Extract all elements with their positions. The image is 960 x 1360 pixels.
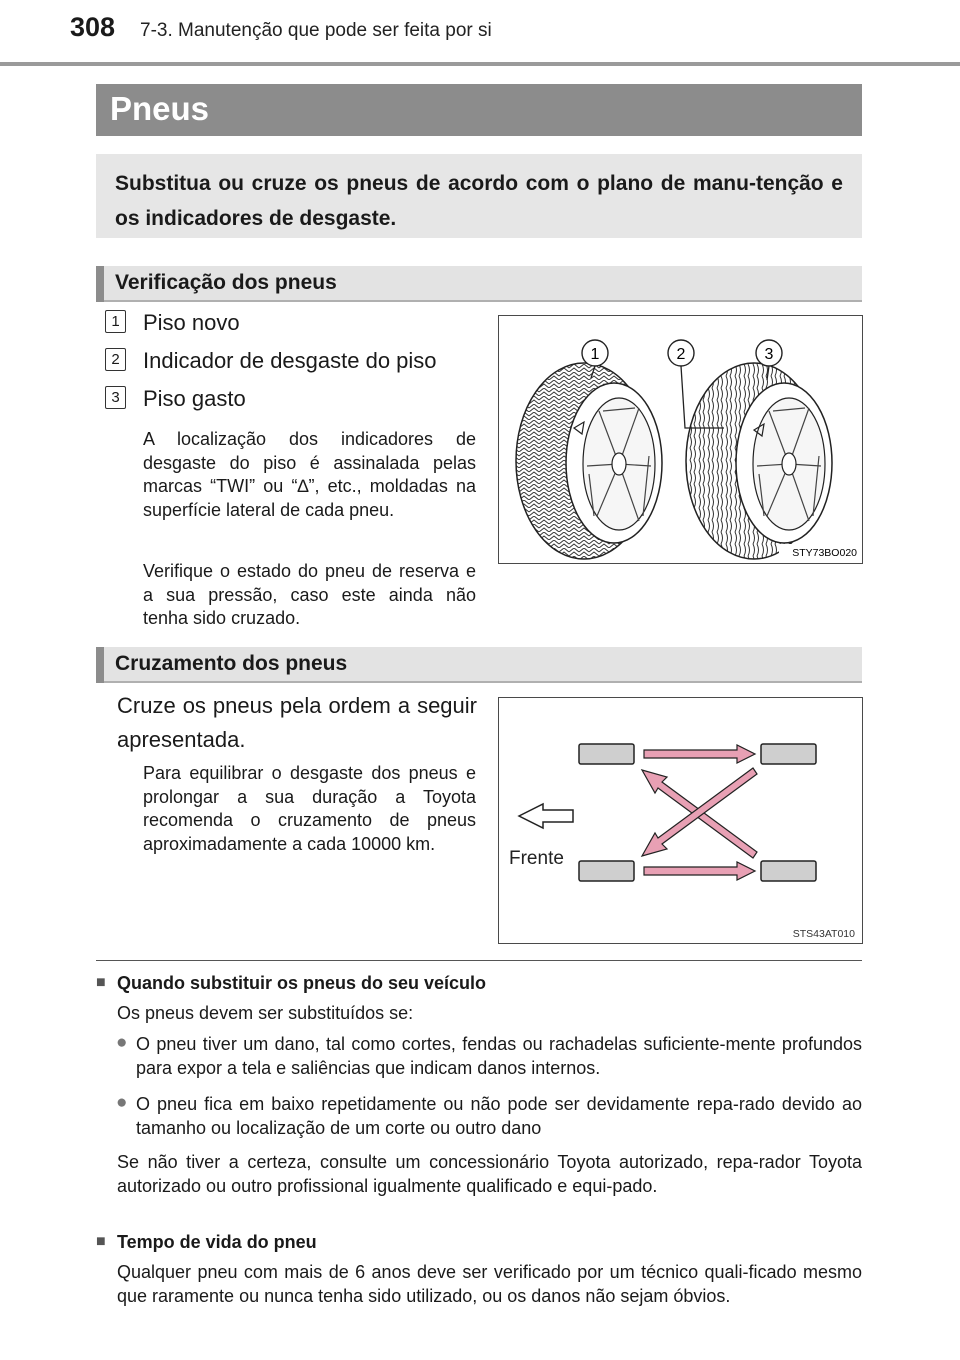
front-direction-icon	[519, 804, 573, 828]
callout-2	[668, 340, 694, 366]
arrow-bottom	[644, 862, 755, 880]
intro-box	[96, 154, 862, 238]
notes-separator	[96, 960, 862, 961]
item-number-2: 2	[105, 348, 126, 371]
check-heading-bar	[96, 266, 862, 302]
callout-1	[582, 340, 608, 366]
intro-text: Substitua ou cruze os pneus de acordo com o plano de manu-tenção e os indicadores de desgaste.	[115, 172, 843, 230]
tire-front-right	[579, 861, 634, 881]
svg-text:2: 2	[676, 346, 686, 363]
rotation-arrows	[642, 745, 757, 880]
svg-text:3: 3	[764, 346, 774, 363]
rotation-diagram	[499, 698, 862, 943]
check-heading: Verificação dos pneus	[115, 271, 337, 294]
running-title: 7-3. Manutenção que pode ser feita por si	[140, 20, 492, 41]
item-label-2: Indicador de desgaste do piso	[143, 348, 437, 373]
tire-front-left	[579, 744, 634, 764]
twi-note: A localização dos indicadores de desgaste do piso é assinalada pelas marcas “TWI” ou “∆”, etc., moldadas na superfície lateral de cada pneu.	[143, 429, 476, 520]
tire-wear-illustration	[499, 316, 862, 563]
bullet-2: O pneu fica em baixo repetidamente ou não pode ser devidamente repa-rado devido ao tamanho ou localização de um corte ou outro dano	[136, 1094, 862, 1138]
replace-outro: Se não tiver a certeza, consulte um concessionário Toyota autorizado, repa-rador Toyota autorizado ou outro profissional igualmente qualificado e equi-pado.	[117, 1152, 862, 1196]
header-rule	[0, 62, 960, 66]
item-label-1: Piso novo	[143, 310, 240, 335]
round-bullet-icon: ●	[116, 1092, 128, 1113]
section-title: Pneus	[110, 90, 210, 127]
svg-text:1: 1	[590, 346, 600, 363]
item-number-3: 3	[105, 386, 126, 409]
callout-3	[756, 340, 782, 366]
item-number-1: 1	[105, 310, 126, 333]
figure-code: STY73BO020	[792, 547, 857, 559]
page-number: 308	[70, 12, 116, 42]
section-title-bar	[96, 84, 862, 136]
tire-rotation-figure	[498, 697, 863, 944]
tire-rear-left	[761, 744, 816, 764]
rotation-note: Para equilibrar o desgaste dos pneus e prolongar a sua duração a Toyota recomenda o cruzamento de pneus aproximadamente a cada 10000 km.	[143, 763, 476, 854]
rotation-heading-bar	[96, 647, 862, 683]
item-label-3: Piso gasto	[143, 386, 246, 411]
tire-wear-figure	[498, 315, 863, 564]
rotation-figure-code: STS43AT010	[792, 928, 855, 940]
life-heading: Tempo de vida do pneu	[117, 1232, 317, 1252]
rotation-heading: Cruzamento dos pneus	[115, 652, 348, 675]
new-tire	[516, 363, 662, 559]
front-label: Frente	[509, 848, 564, 869]
arrow-top	[644, 745, 755, 763]
replace-intro: Os pneus devem ser substituídos se:	[117, 1003, 414, 1023]
square-bullet-icon: ■	[96, 974, 106, 991]
replace-heading: Quando substituir os pneus do seu veículo	[117, 973, 487, 993]
life-text: Qualquer pneu com mais de 6 anos deve ser verificado por um técnico quali-ficado mesmo que raramente ou nunca tenha sido utilizado, ou os danos não sejam óbvios.	[117, 1262, 862, 1306]
bullet-1: O pneu tiver um dano, tal como cortes, fendas ou rachadelas suficiente-mente profundos para expor a tela e saliências que indicam danos internos.	[136, 1034, 862, 1078]
round-bullet-icon: ●	[116, 1032, 128, 1053]
spare-note: Verifique o estado do pneu de reserva e a sua pressão, caso este ainda não tenha sido cruzado.	[143, 561, 476, 628]
square-bullet-icon: ■	[96, 1233, 106, 1250]
rotation-lead: Cruze os pneus pela ordem a seguir apresentada.	[117, 693, 477, 752]
worn-tire	[686, 363, 832, 559]
tire-rear-right	[761, 861, 816, 881]
